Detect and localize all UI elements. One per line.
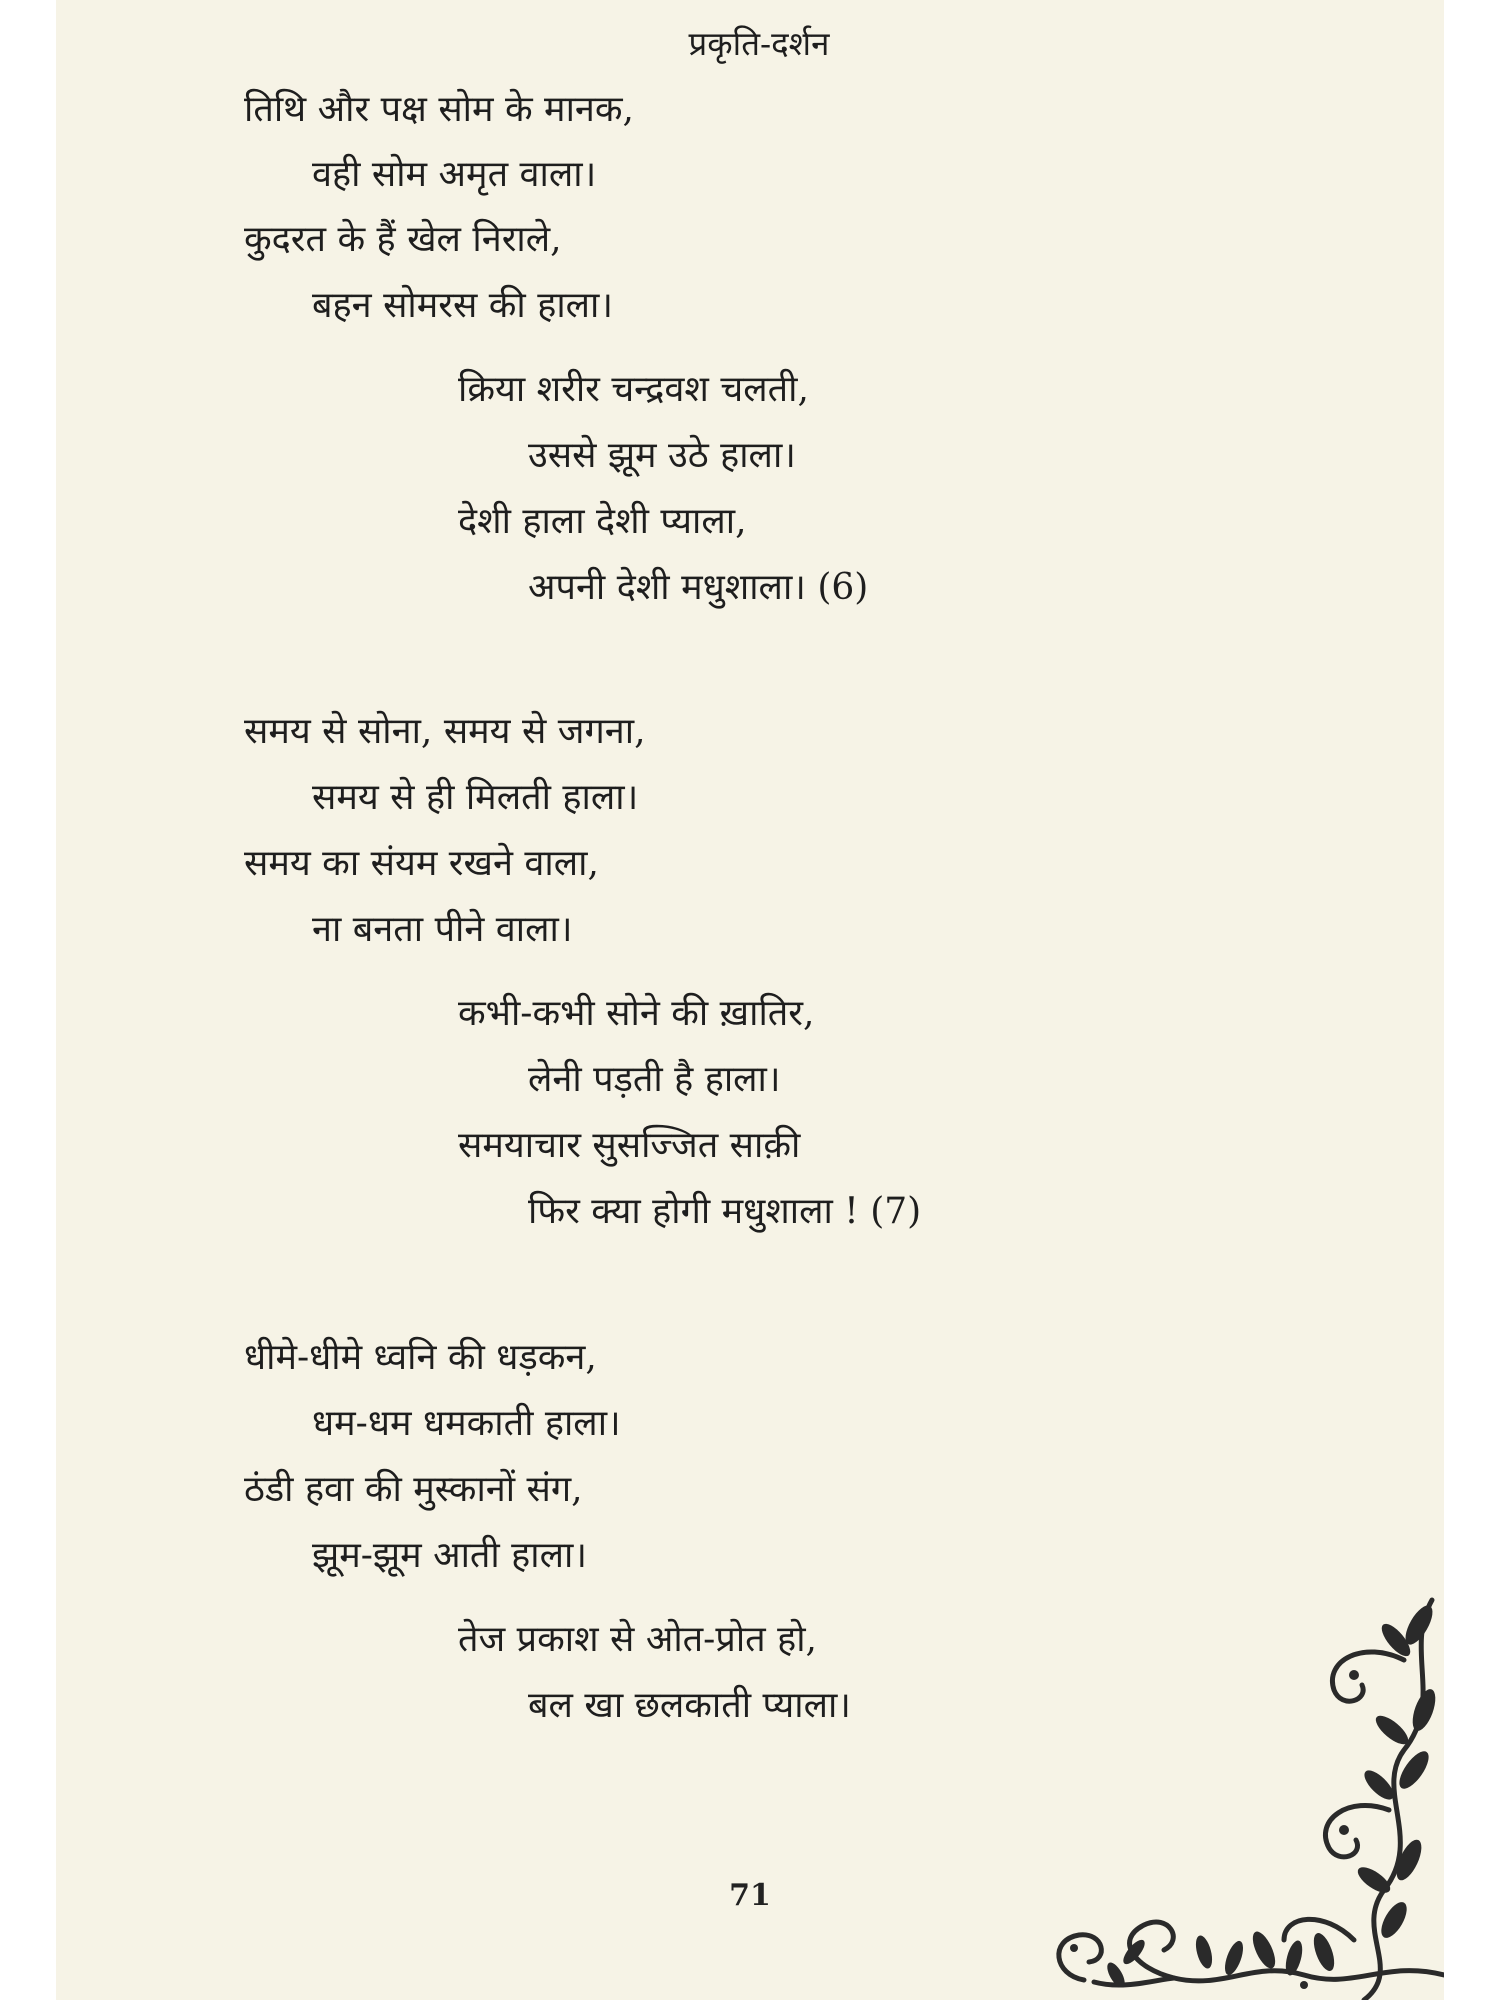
chapter-title: प्रकृति-दर्शन <box>688 24 830 63</box>
poem-line: तेज प्रकाश से ओत-प्रोत हो, <box>458 1619 818 1660</box>
poem-line: कभी-कभी सोने की ख़ातिर, <box>458 993 815 1034</box>
poem-line: झूम-झूम आती हाला। <box>312 1535 587 1576</box>
poem-line: समय का संयम रखने वाला, <box>244 843 599 884</box>
poem-line: समय से सोना, समय से जगना, <box>244 711 646 752</box>
poem-line: उससे झूम उठे हाला। <box>528 435 796 476</box>
book-page <box>56 0 1444 2000</box>
poem-line: क्रिया शरीर चन्द्रवश चलती, <box>458 369 809 410</box>
poem-line: फिर क्या होगी मधुशाला ! (7) <box>528 1191 922 1232</box>
poem-line: बहन सोमरस की हाला। <box>312 285 614 326</box>
poem-line: धीमे-धीमे ध्वनि की धड़कन, <box>244 1337 597 1378</box>
poem-line: समय से ही मिलती हाला। <box>312 777 639 818</box>
poem-line: बल खा छलकाती प्याला। <box>528 1685 851 1726</box>
running-header <box>56 20 1444 65</box>
poem-line: तिथि और पक्ष सोम के मानक, <box>244 89 634 130</box>
poem-line: धम-धम धमकाती हाला। <box>312 1403 621 1444</box>
poem-line: ठंडी हवा की मुस्कानों संग, <box>244 1469 583 1510</box>
poem-line: लेनी पड़ती है हाला। <box>528 1059 781 1100</box>
page-number: 71 <box>729 1878 771 1913</box>
poem-line: देशी हाला देशी प्याला, <box>458 501 747 542</box>
poem-line: वही सोम अमृत वाला। <box>312 154 597 195</box>
poem-line: समयाचार सुसज्जित साक़ी <box>458 1125 801 1166</box>
floral-flourish-icon <box>884 1580 1444 2000</box>
poem-line: अपनी देशी मधुशाला। (6) <box>528 567 869 608</box>
poem-line: ना बनता पीने वाला। <box>312 909 573 950</box>
poem-line: कुदरत के हैं खेल निराले, <box>244 219 562 260</box>
